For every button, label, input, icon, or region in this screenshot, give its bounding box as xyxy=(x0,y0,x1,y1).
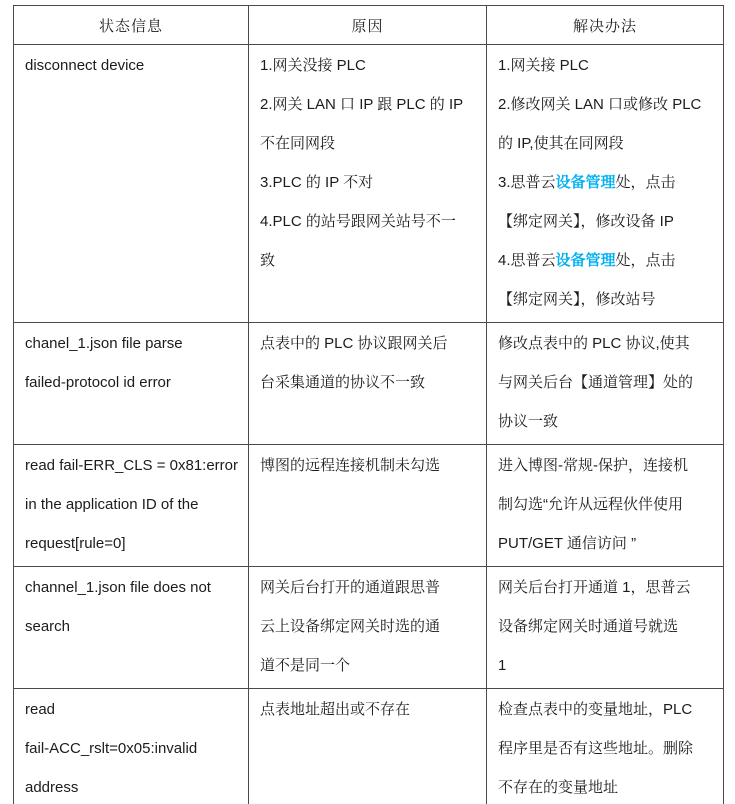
header-status-info: 状态信息 xyxy=(14,6,249,45)
header-solution: 解决办法 xyxy=(487,6,724,45)
cell-line: 云上设备绑定网关时选的通 xyxy=(260,618,441,635)
cell-line: 设备绑定网关时通道号就选 xyxy=(498,618,679,635)
cell-line: 【绑定网关】，修改站号 xyxy=(498,291,656,308)
cell-line: 进入博图-常规-保护，连接机 xyxy=(498,457,688,474)
cell-line: 网关后台打开的通道跟思普 xyxy=(260,579,441,596)
cell-line: address xyxy=(25,779,79,796)
cell-solution xyxy=(487,567,724,689)
cell-line: read xyxy=(25,701,56,718)
cell-status-info xyxy=(14,689,249,804)
cell-line: 3.思普云设备管理处，点击 xyxy=(498,174,676,191)
cell-cause xyxy=(249,567,487,689)
device-management-highlight: 设备管理 xyxy=(555,252,616,269)
cell-cause xyxy=(249,323,487,445)
cell-line: 1 xyxy=(498,657,507,674)
cell-line: 不在同网段 xyxy=(260,135,336,152)
device-management-highlight: 设备管理 xyxy=(555,174,616,191)
cell-cause xyxy=(249,445,487,567)
cell-solution xyxy=(487,45,724,323)
table-row xyxy=(14,445,724,567)
cell-line: 1.网关接 PLC xyxy=(498,57,589,74)
cell-status-info xyxy=(14,45,249,323)
cell-line: search xyxy=(25,618,71,635)
cell-line: channel_1.json file does not xyxy=(25,579,211,596)
cell-line: 修改点表中的 PLC 协议,使其 xyxy=(498,335,690,352)
cell-line: disconnect device xyxy=(25,57,145,74)
cell-line: 4.PLC 的站号跟网关站号不一 xyxy=(260,213,456,230)
cell-line: fail-ACC_rslt=0x05:invalid xyxy=(25,740,198,757)
cell-status-info xyxy=(14,567,249,689)
header-cause: 原因 xyxy=(249,6,487,45)
cell-cause xyxy=(249,45,487,323)
cell-solution xyxy=(487,689,724,804)
cell-line: 4.思普云设备管理处，点击 xyxy=(498,252,676,269)
table-row xyxy=(14,689,724,804)
cell-line: 不存在的变量地址 xyxy=(498,779,619,796)
cell-line: 1.网关没接 PLC xyxy=(260,57,366,74)
table-row xyxy=(14,45,724,323)
cell-line: 台采集通道的协议不一致 xyxy=(260,374,426,391)
troubleshooting-table xyxy=(13,5,724,804)
cell-line: 检查点表中的变量地址，PLC xyxy=(498,701,693,718)
cell-solution xyxy=(487,445,724,567)
table-row xyxy=(14,323,724,445)
cell-line: 与网关后台【通道管理】处的 xyxy=(498,374,694,391)
cell-line: 点表地址超出或不存在 xyxy=(260,701,411,718)
cell-line: 【绑定网关】，修改设备 IP xyxy=(498,213,674,230)
cell-line: 程序里是否有这些地址。删除 xyxy=(498,740,694,757)
cell-status-info xyxy=(14,323,249,445)
cell-line: 博图的远程连接机制未勾选 xyxy=(260,457,441,474)
cell-line: read fail-ERR_CLS = 0x81:error xyxy=(25,457,239,474)
cell-line: 网关后台打开通道 1，思普云 xyxy=(498,579,691,596)
table-row xyxy=(14,567,724,689)
cell-line: 制勾选“允许从远程伙伴使用 xyxy=(498,496,683,513)
cell-line: 2.网关 LAN 口 IP 跟 PLC 的 IP xyxy=(260,96,464,113)
cell-solution xyxy=(487,323,724,445)
cell-line: chanel_1.json file parse xyxy=(25,335,183,352)
cell-line: 致 xyxy=(260,252,276,269)
cell-line: request[rule=0] xyxy=(25,535,126,552)
cell-status-info xyxy=(14,445,249,567)
cell-line: in the application ID of the xyxy=(25,496,199,513)
cell-line: 2.修改网关 LAN 口或修改 PLC xyxy=(498,96,702,113)
cell-line: 的 IP,使其在同网段 xyxy=(498,135,624,152)
cell-cause xyxy=(249,689,487,804)
cell-line: failed-protocol id error xyxy=(25,374,171,391)
table-header-row xyxy=(14,6,724,45)
cell-line: 道不是同一个 xyxy=(260,657,351,674)
cell-line: PUT/GET 通信访问 ” xyxy=(498,535,637,552)
cell-line: 3.PLC 的 IP 不对 xyxy=(260,174,374,191)
table-body xyxy=(14,45,724,804)
cell-line: 协议一致 xyxy=(498,413,559,430)
cell-line: 点表中的 PLC 协议跟网关后 xyxy=(260,335,448,352)
